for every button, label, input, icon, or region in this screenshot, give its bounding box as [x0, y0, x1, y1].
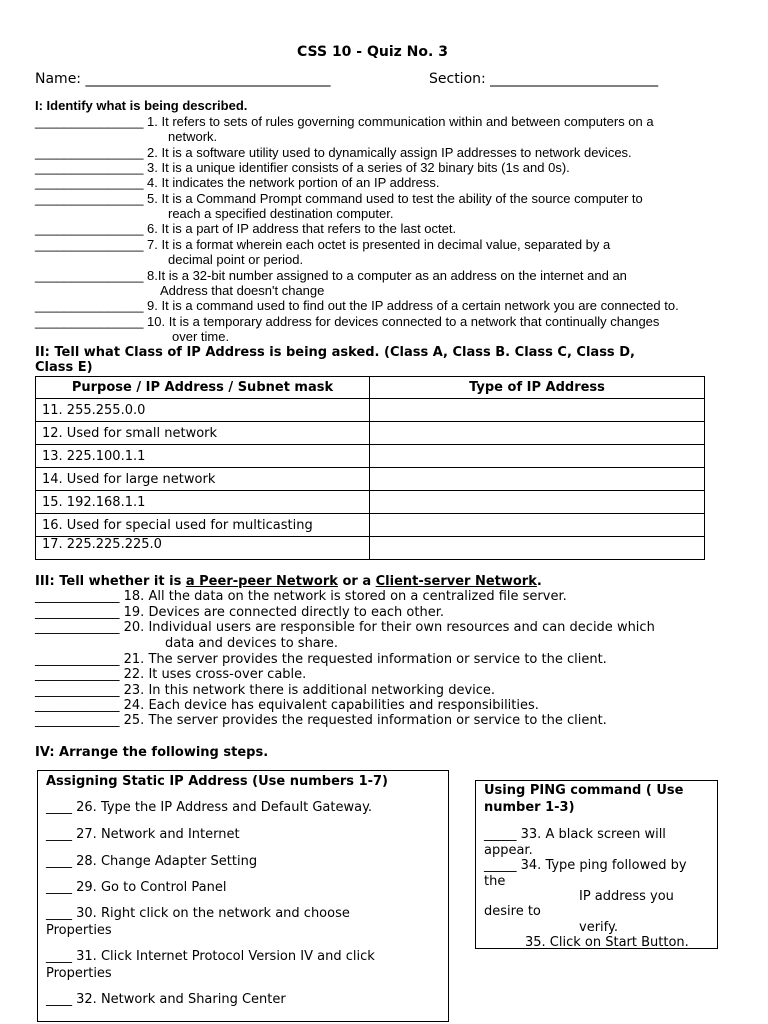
step-item-32: ____ 32. Network and Sharing Center — [46, 992, 286, 1007]
answer-cell-11[interactable] — [370, 399, 705, 422]
step-item-28: ____ 28. Change Adapter Setting — [46, 854, 258, 869]
answer-cell-14[interactable] — [370, 468, 705, 491]
static-ip-box — [37, 770, 449, 1022]
ping-step-34-cont3: desire to — [484, 904, 541, 919]
part3-heading — [35, 574, 542, 589]
row-item-15: 15. 192.168.1.1 — [36, 491, 370, 514]
part1-item-1-cont: network. — [168, 129, 218, 144]
part1-item-10: _______________ 10. It is a temporary address for devices connected to a network that continually changes — [35, 314, 660, 329]
step-item-31-cont: Properties — [46, 966, 112, 981]
ip-class-table — [35, 376, 705, 560]
ping-step-33-cont: appear. — [484, 843, 533, 858]
table-row — [36, 422, 705, 445]
part3-heading-suffix: . — [536, 574, 542, 589]
row-item-14: 14. Used for large network — [36, 468, 370, 491]
row-item-11: 11. 255.255.0.0 — [36, 399, 370, 422]
part3-item-23: _____________ 23. In this network there is additional networking device. — [35, 683, 496, 698]
answer-cell-13[interactable] — [370, 445, 705, 468]
ping-title-cont: number 1-3) — [484, 800, 575, 815]
ping-step-34: _____ 34. Type ping followed by — [484, 858, 687, 873]
part1-item-7-cont: decimal point or period. — [168, 252, 304, 267]
col-purpose-header: Purpose / IP Address / Subnet mask — [36, 377, 370, 399]
name-field[interactable]: Name: ___________________________________ — [35, 71, 331, 87]
part1-item-10-cont: over time. — [172, 329, 230, 344]
col-type-header: Type of IP Address — [370, 377, 705, 399]
part1-item-9: _______________ 9. It is a command used to find out the IP address of a certain network you are connected to. — [35, 298, 679, 313]
step-item-26: ____ 26. Type the IP Address and Default Gateway. — [46, 800, 373, 815]
client-server-label: Client-server Network — [375, 574, 537, 589]
ping-step-33: _____ 33. A black screen will — [484, 827, 666, 842]
row-item-12: 12. Used for small network — [36, 422, 370, 445]
answer-cell-17[interactable] — [370, 537, 705, 560]
part4-heading: IV: Arrange the following steps. — [35, 745, 269, 760]
part1-item-2: _______________ 2. It is a software utility used to dynamically assign IP addresses to network devices. — [35, 145, 632, 160]
ping-step-34-cont4: verify. — [579, 920, 618, 935]
answer-cell-16[interactable] — [370, 514, 705, 537]
part1-item-6: _______________ 6. It is a part of IP address that refers to the last octet. — [35, 221, 457, 236]
ping-title: Using PING command ( Use — [484, 783, 684, 798]
part3-heading-mid: or a — [337, 574, 376, 589]
table-row — [36, 468, 705, 491]
part1-item-4: _______________ 4. It indicates the network portion of an IP address. — [35, 175, 440, 190]
step-item-27: ____ 27. Network and Internet — [46, 827, 240, 842]
ping-step-34-cont2: IP address you — [579, 889, 674, 904]
ping-step-35: 35. Click on Start Button. — [525, 935, 689, 949]
section-field[interactable]: Section: ________________________ — [429, 71, 659, 87]
table-row — [36, 491, 705, 514]
row-item-16: 16. Used for special used for multicasting — [36, 514, 370, 537]
table-row — [36, 445, 705, 468]
part2-heading: II: Tell what Class of IP Address is being asked. (Class A, Class B. Class C, Class D, — [35, 345, 635, 360]
table-row — [36, 537, 705, 560]
peer-peer-label: a Peer-peer Network — [185, 574, 338, 589]
table-row — [36, 514, 705, 537]
step-item-31: ____ 31. Click Internet Protocol Version IV and click — [46, 949, 375, 964]
part1-item-8-cont: Address that doesn't change — [160, 283, 325, 298]
part1-item-8: _______________ 8.It is a 32-bit number assigned to a computer as an address on the internet and an — [35, 268, 627, 283]
step-item-29: ____ 29. Go to Control Panel — [46, 880, 227, 895]
answer-cell-12[interactable] — [370, 422, 705, 445]
part1-item-5: _______________ 5. It is a Command Prompt command used to test the ability of the source computer to — [35, 191, 643, 206]
answer-cell-15[interactable] — [370, 491, 705, 514]
static-ip-title: Assigning Static IP Address (Use numbers 1-7) — [46, 774, 388, 789]
part1-item-1: _______________ 1. It refers to sets of rules governing communication within and between computers on a — [35, 114, 654, 129]
part3-heading-prefix: III: Tell whether it is — [35, 574, 186, 589]
part1-item-3: _______________ 3. It is a unique identifier consists of a series of 32 binary bits (1s and 0s). — [35, 160, 570, 175]
part2-heading-cont: Class E) — [35, 360, 93, 375]
step-item-30: ____ 30. Right click on the network and choose — [46, 906, 350, 921]
part3-item-19: _____________ 19. Devices are connected directly to each other. — [35, 605, 445, 620]
part3-item-25: _____________ 25. The server provides the requested information or service to the client. — [35, 713, 607, 728]
ping-step-34-cont: the — [484, 874, 506, 889]
row-item-17: 17. 225.225.225.0 — [36, 537, 370, 560]
part1-heading: I: Identify what is being described. — [35, 98, 248, 113]
table-row — [36, 399, 705, 422]
row-item-13: 13. 225.100.1.1 — [36, 445, 370, 468]
ping-box — [475, 780, 718, 949]
part3-item-20: _____________ 20. Individual users are responsible for their own resources and can decide which — [35, 620, 655, 635]
quiz-title: CSS 10 - Quiz No. 3 — [297, 44, 448, 60]
part3-item-20-cont: data and devices to share. — [165, 636, 338, 651]
step-item-30-cont: Properties — [46, 923, 112, 938]
part3-item-22: _____________ 22. It uses cross-over cable. — [35, 667, 307, 682]
part1-item-5-cont: reach a specified destination computer. — [168, 206, 394, 221]
part3-item-18: _____________ 18. All the data on the network is stored on a centralized file server. — [35, 589, 567, 604]
part1-item-7: _______________ 7. It is a format wherein each octet is presented in decimal value, separated by a — [35, 237, 611, 252]
part3-item-24: _____________ 24. Each device has equivalent capabilities and responsibilities. — [35, 698, 539, 713]
part3-item-21: _____________ 21. The server provides the requested information or service to the client. — [35, 652, 607, 667]
